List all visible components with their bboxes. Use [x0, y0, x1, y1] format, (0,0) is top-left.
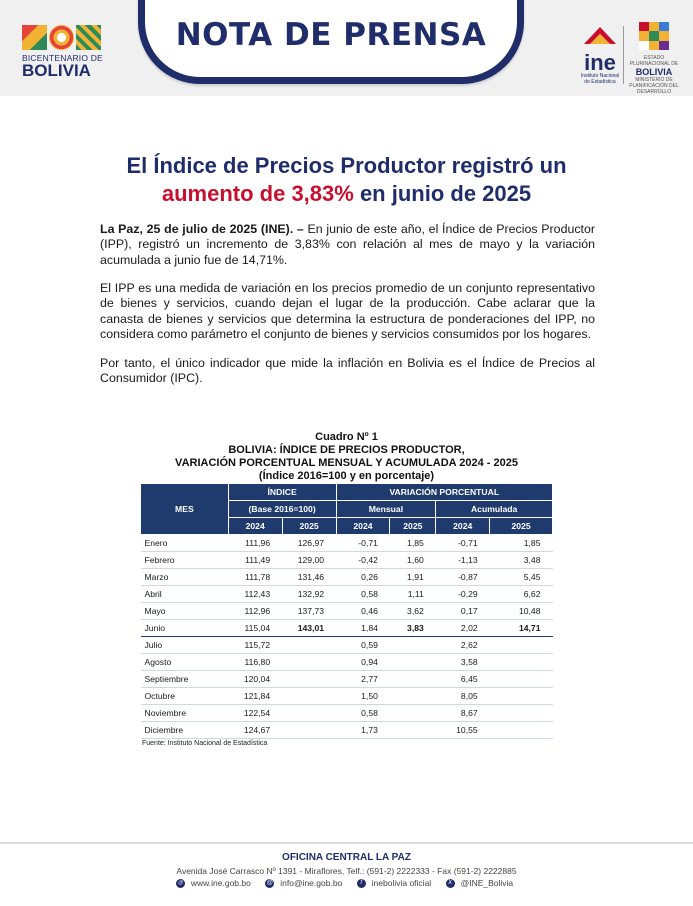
footer-title: OFICINA CENTRAL LA PAZ	[282, 852, 411, 863]
cell-value: 143,01	[282, 620, 336, 637]
x-icon: X	[446, 879, 455, 888]
footer-facebook-text: inebolivia oficial	[371, 878, 432, 888]
header-variacion: VARIACIÓN PORCENTUAL	[336, 484, 552, 501]
title-rest: en junio de 2025	[353, 181, 532, 206]
table-row	[141, 637, 553, 654]
cell-value: -0,29	[436, 586, 490, 603]
cell-mes: Mayo	[141, 603, 229, 620]
header-year: 2025	[282, 518, 336, 535]
cell-value: 3,48	[490, 552, 553, 569]
cell-value	[390, 688, 436, 705]
cell-value	[282, 688, 336, 705]
cell-value: 120,04	[228, 671, 282, 688]
cell-value	[390, 637, 436, 654]
cell-value: 2,62	[436, 637, 490, 654]
header-year: 2025	[390, 518, 436, 535]
cell-value	[490, 722, 553, 739]
cell-value: 112,96	[228, 603, 282, 620]
table-row	[141, 705, 553, 722]
bicentenario-mark-icon	[22, 25, 47, 50]
cell-value: 3,62	[390, 603, 436, 620]
cell-value: 6,62	[490, 586, 553, 603]
banner-title: NOTA DE PRENSA	[175, 17, 487, 53]
table-row	[141, 654, 553, 671]
cell-value: 0,59	[336, 637, 390, 654]
footer-facebook[interactable]	[357, 878, 436, 888]
cell-mes: Junio	[141, 620, 229, 637]
cell-mes: Febrero	[141, 552, 229, 569]
cell-value: 122,54	[228, 705, 282, 722]
pattern-icon	[76, 25, 101, 50]
cell-value: 0,26	[336, 569, 390, 586]
header-divider	[623, 26, 624, 84]
cell-value: 0,58	[336, 586, 390, 603]
cell-value: 10,48	[490, 603, 553, 620]
cell-value: 0,94	[336, 654, 390, 671]
cell-value: 115,72	[228, 637, 282, 654]
cell-value	[490, 654, 553, 671]
cell-value: 2,77	[336, 671, 390, 688]
cell-mes: Julio	[141, 637, 229, 654]
cell-value: 124,67	[228, 722, 282, 739]
estado-top: ESTADO PLURINACIONAL DE	[629, 55, 679, 67]
paragraph-2: El IPP es una medida de variación en los precios promedio de un conjunto representativo de bienes y servicios, cuando dejan el lugar de la producción. Cabe aclarar que la canasta de bienes y servicios que determina la estructura de ponderaciones del IPP, no considera como parámetro el conjunto de bienes y servicios consumidos por los hogares.	[100, 281, 595, 342]
cell-value: 1,91	[390, 569, 436, 586]
cell-value: 8,67	[436, 705, 490, 722]
header-base: (Base 2016=100)	[228, 501, 336, 518]
cell-value	[490, 688, 553, 705]
table-row	[141, 569, 553, 586]
paragraph-3: Por tanto, el único indicador que mide la inflación en Bolivia es el Índice de Precios al Consumidor (IPC).	[100, 356, 595, 386]
cell-value	[282, 637, 336, 654]
title-line1: El Índice de Precios Productor registró un	[126, 153, 567, 178]
cell-value: 0,58	[336, 705, 390, 722]
ipp-table	[140, 483, 553, 739]
cell-value	[390, 671, 436, 688]
cell-value: 3,83	[390, 620, 436, 637]
cell-value: 111,78	[228, 569, 282, 586]
table-row	[141, 552, 553, 569]
table-row	[141, 688, 553, 705]
table-source: Fuente: Instituto Nacional de Estadística	[142, 740, 268, 747]
cell-value: 8,05	[436, 688, 490, 705]
paragraph-1	[100, 222, 595, 268]
bicentenario-main: BOLIVIA	[22, 61, 91, 80]
table-row-highlight	[141, 620, 553, 637]
paragraph-1-lead: La Paz, 25 de julio de 2025 (INE). –	[100, 222, 304, 236]
cell-value: -0,87	[436, 569, 490, 586]
cell-value: 1,85	[490, 535, 553, 552]
table-caption-4: (Índice 2016=100 y en porcentaje)	[258, 470, 435, 482]
header-year: 2024	[228, 518, 282, 535]
table-caption-1: Cuadro Nº 1	[315, 431, 378, 443]
ine-mountain-icon	[580, 24, 620, 46]
cell-mes: Septiembre	[141, 671, 229, 688]
footer-web-text: www.ine.gob.bo	[190, 878, 251, 888]
footer-x[interactable]	[446, 878, 518, 888]
footer-address: Avenida José Carrasco Nº 1391 - Miraflores, Telf.: (591-2) 2222333 - Fax (591-2) 2222885	[176, 866, 517, 876]
cell-mes: Noviembre	[141, 705, 229, 722]
estado-bottom: MINISTERIO DE PLANIFICACIÓN DEL DESARROLLO	[629, 77, 679, 95]
cell-value: 111,49	[228, 552, 282, 569]
title-accent: aumento de 3,83%	[161, 181, 354, 206]
page-header	[0, 0, 693, 96]
cell-value: 0,46	[336, 603, 390, 620]
cell-value: 10,55	[436, 722, 490, 739]
cell-value	[390, 705, 436, 722]
table-row	[141, 671, 553, 688]
footer-email-text: info@ine.gob.bo	[280, 878, 343, 888]
ine-sub-1: Instituto Nacional	[580, 73, 620, 79]
paragraph-1-body: En junio de este año, el Índice de Precios Productor (IPP), registró un incremento de 3,83% con relación al mes de mayo y la variación acumulada a junio fue de 14,71%.	[100, 222, 596, 267]
header-acumulada: Acumulada	[436, 501, 553, 518]
footer-divider	[0, 842, 693, 844]
ine-logo	[578, 24, 622, 86]
cell-value: -0,71	[436, 535, 490, 552]
cell-value: 126,97	[282, 535, 336, 552]
cell-mes: Enero	[141, 535, 229, 552]
table-row	[141, 586, 553, 603]
cell-value: 1,50	[336, 688, 390, 705]
cell-value: 131,46	[282, 569, 336, 586]
page-footer	[0, 842, 693, 906]
cell-value: 115,04	[228, 620, 282, 637]
cell-mes: Marzo	[141, 569, 229, 586]
cell-mes: Abril	[141, 586, 229, 603]
ine-word: ine	[584, 50, 616, 75]
cell-value	[490, 671, 553, 688]
header-mes: MES	[141, 484, 229, 535]
cell-value: 0,17	[436, 603, 490, 620]
header-mensual: Mensual	[336, 501, 436, 518]
ine-sub-2: de Estadística	[584, 79, 616, 85]
table-caption-2: BOLIVIA: ÍNDICE DE PRECIOS PRODUCTOR,	[228, 444, 465, 456]
email-icon: @	[266, 880, 273, 887]
cell-value: 116,80	[228, 654, 282, 671]
cell-value: -0,71	[336, 535, 390, 552]
cell-value	[390, 722, 436, 739]
press-banner	[138, 0, 524, 84]
cell-value: 1,60	[390, 552, 436, 569]
cell-value: 1,85	[390, 535, 436, 552]
cell-value: 112,43	[228, 586, 282, 603]
footer-x-text: @INE_Bolivia	[460, 878, 514, 888]
facebook-icon: f	[357, 879, 366, 888]
cell-value	[390, 654, 436, 671]
cell-value: 14,71	[490, 620, 553, 637]
cell-value: 132,92	[282, 586, 336, 603]
table-row	[141, 603, 553, 620]
cell-mes: Diciembre	[141, 722, 229, 739]
footer-links	[0, 878, 693, 888]
cell-mes: Octubre	[141, 688, 229, 705]
cell-mes: Agosto	[141, 654, 229, 671]
header-year: 2025	[490, 518, 553, 535]
header-indice: ÍNDICE	[228, 484, 336, 501]
cell-value: 121,84	[228, 688, 282, 705]
table-row	[141, 535, 553, 552]
article-title	[60, 152, 633, 208]
cell-value: 129,00	[282, 552, 336, 569]
footer-email[interactable]	[265, 878, 346, 888]
header-year: 2024	[436, 518, 490, 535]
cell-value	[282, 671, 336, 688]
cell-value: 3,58	[436, 654, 490, 671]
estado-logo	[628, 22, 680, 95]
cell-value	[282, 654, 336, 671]
cell-value: -0,42	[336, 552, 390, 569]
wiphala-icon	[639, 22, 669, 50]
cell-value: 6,45	[436, 671, 490, 688]
sun-icon	[49, 25, 74, 50]
estado-main: BOLIVIA	[635, 67, 673, 77]
header-year: 2024	[336, 518, 390, 535]
bicentenario-logo	[22, 25, 112, 83]
cell-value: 1,84	[336, 620, 390, 637]
table-caption-3: VARIACIÓN PORCENTUAL MENSUAL Y ACUMULADA 2024 - 2025	[175, 457, 518, 469]
cell-value: 137,73	[282, 603, 336, 620]
cell-value	[282, 722, 336, 739]
cell-value: 111,96	[228, 535, 282, 552]
cell-value	[282, 705, 336, 722]
cell-value: 2,02	[436, 620, 490, 637]
globe-icon: ◎	[177, 880, 183, 887]
cell-value	[490, 637, 553, 654]
cell-value: 1,73	[336, 722, 390, 739]
bicentenario-sub: BICENTENARIO DE	[22, 53, 103, 63]
cell-value: 5,45	[490, 569, 553, 586]
cell-value	[490, 705, 553, 722]
cell-value: 1,11	[390, 586, 436, 603]
cell-value: -1,13	[436, 552, 490, 569]
footer-web[interactable]	[176, 878, 255, 888]
table-row	[141, 722, 553, 739]
